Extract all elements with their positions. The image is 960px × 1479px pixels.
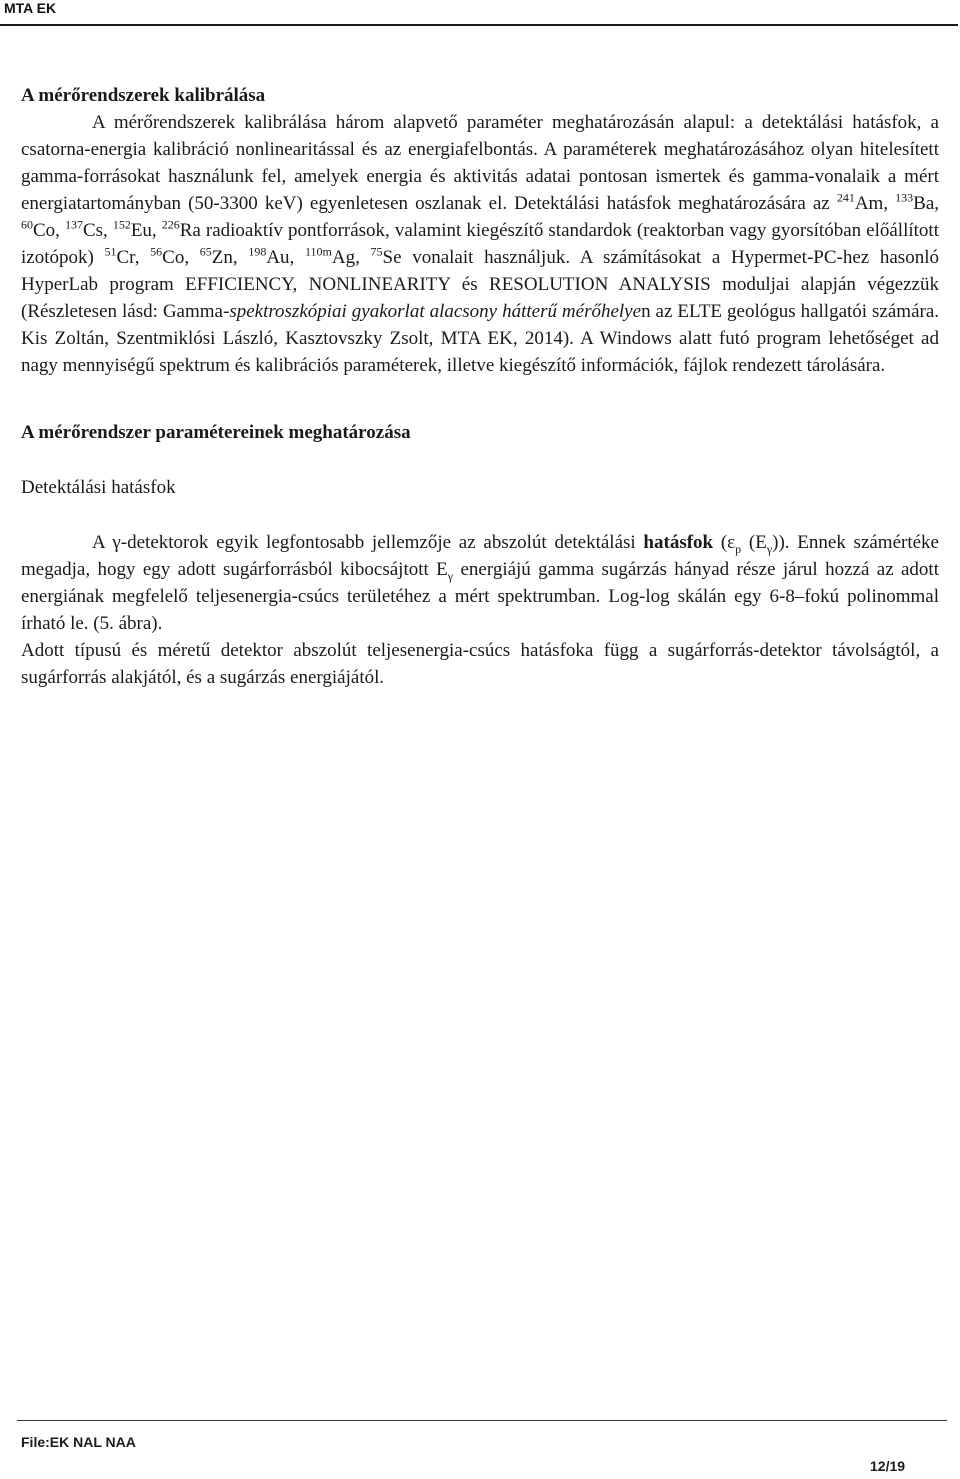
element-symbol: Ag, — [331, 247, 371, 268]
element-symbol: Cs, — [82, 220, 113, 241]
element-symbol: Co, — [162, 247, 200, 268]
subheading-efficiency: Detektálási hatásfok — [21, 477, 176, 498]
page-body — [21, 82, 939, 691]
mass-number: 75 — [370, 244, 383, 259]
isotope — [370, 244, 413, 268]
isotope — [104, 244, 151, 268]
text-segment: A γ-detektorok egyik legfontosabb jellemzője az abszolút detektálási — [92, 532, 644, 553]
header-divider — [0, 24, 958, 26]
isotope-list — [104, 244, 413, 268]
isotope — [895, 190, 939, 214]
bold-term: hatásfok — [643, 532, 714, 553]
isotope — [248, 244, 305, 268]
header-org: MTA EK — [4, 0, 57, 16]
element-symbol: Au, — [266, 247, 305, 268]
text-segment: A mérőrendszerek kalibrálása három alapvető paraméter meghatározásán alapul: a detektálási hatásfok, a csatorna-energia kalibráció nonlinearitással és az energiafelbontás. A paraméterek meghatározásához olyan hitelesített gamma-forrásokat használunk fel, amelyek energia és aktivitás adatai pontosan ismertek és gamma-vonalaik a mért energiatartományban (50-3300 keV) egyenletesen oszlanak el. Detektálási hatásfok meghatározására az — [21, 112, 939, 214]
paragraph-dependence: Adott típusú és méretű detektor abszolút teljesenergia-csúcs hatásfoka függ a sugárforrás-detektor távolságtól, a sugárforrás alakjától, és a sugárzás energiájától. — [21, 640, 939, 688]
element-symbol: Cr, — [116, 247, 151, 268]
subscript: p — [735, 541, 742, 556]
mass-number: 65 — [199, 244, 212, 259]
mass-number: 226 — [161, 217, 180, 232]
footer-divider — [17, 1420, 947, 1421]
isotope — [64, 217, 113, 241]
text-segment: (ε — [713, 532, 736, 553]
text-segment: energiájú gamma sugárzás hányad része járul hozzá az adott energiának megfelelő teljesenergia-csúcs területéhez a mért spektrumban. Log-log skálán egy 6-8–fokú polinommal írható le. (5. ábra). — [21, 559, 939, 634]
text-segment: vonalait használjuk. A számításokat a Hypermet-PC-hez hasonló HyperLab program EFFICIENCY, NONLINEARITY és RESOLUTION ANALYSIS moduljai alapján végezzük (Részletesen lásd: Gamma- — [21, 247, 939, 322]
section-heading-parameters: A mérőrendszer paramétereinek meghatározása — [21, 422, 411, 443]
isotope — [836, 190, 896, 214]
isotope — [199, 244, 249, 268]
footer-filename: File:EK NAL NAA — [21, 1434, 136, 1450]
paragraph-calibration — [21, 109, 939, 379]
mass-number: 241 — [836, 190, 855, 205]
mass-number: 51 — [104, 244, 117, 259]
subscript: γ — [766, 541, 773, 556]
element-symbol: Eu, — [130, 220, 162, 241]
mass-number: 198 — [248, 244, 267, 259]
element-symbol: Ra — [179, 220, 206, 241]
mass-number: 133 — [895, 190, 914, 205]
element-symbol: Ba, — [913, 193, 939, 214]
mass-number: 56 — [150, 244, 163, 259]
isotope — [304, 244, 371, 268]
element-symbol: Zn, — [211, 247, 249, 268]
isotope — [161, 217, 206, 241]
text-segment: )). Ennek számértéke megadja, hogy egy adott sugárforrásból kibocsájtott E — [21, 532, 939, 580]
mass-number: 152 — [112, 217, 131, 232]
paragraph-efficiency — [21, 529, 939, 637]
mass-number: 110m — [304, 244, 332, 259]
subscript: γ — [447, 568, 454, 583]
text-segment: radioaktív pontforrások, valamint kiegészítő standardok (reaktorban vagy gyorsítóban előállított izotópok) — [21, 220, 939, 268]
isotope — [150, 244, 200, 268]
mass-number: 137 — [64, 217, 83, 232]
italic-reference-title: spektroszkópiai gyakorlat alacsony hátterű mérőhelye — [229, 301, 642, 322]
element-symbol: Se — [382, 247, 413, 268]
mass-number: 60 — [21, 217, 33, 232]
text-segment: (E — [741, 532, 767, 553]
page-number: 12/19 — [870, 1458, 906, 1474]
section-heading-calibration: A mérőrendszerek kalibrálása — [21, 85, 266, 106]
text-segment: n az ELTE geológus hallgatói számára. Kis Zoltán, Szentmiklósi László, Kasztovszky Zsolt, MTA EK, 2014). A Windows alatt futó program lehetőséget ad nagy mennyiségű spektrum és kalibrációs paraméterek, illetve kiegészítő információk, fájlok rendezett tárolására. — [21, 301, 940, 376]
isotope — [112, 217, 162, 241]
element-symbol: Co, — [33, 220, 65, 241]
element-symbol: Am, — [854, 193, 896, 214]
isotope — [21, 217, 65, 241]
